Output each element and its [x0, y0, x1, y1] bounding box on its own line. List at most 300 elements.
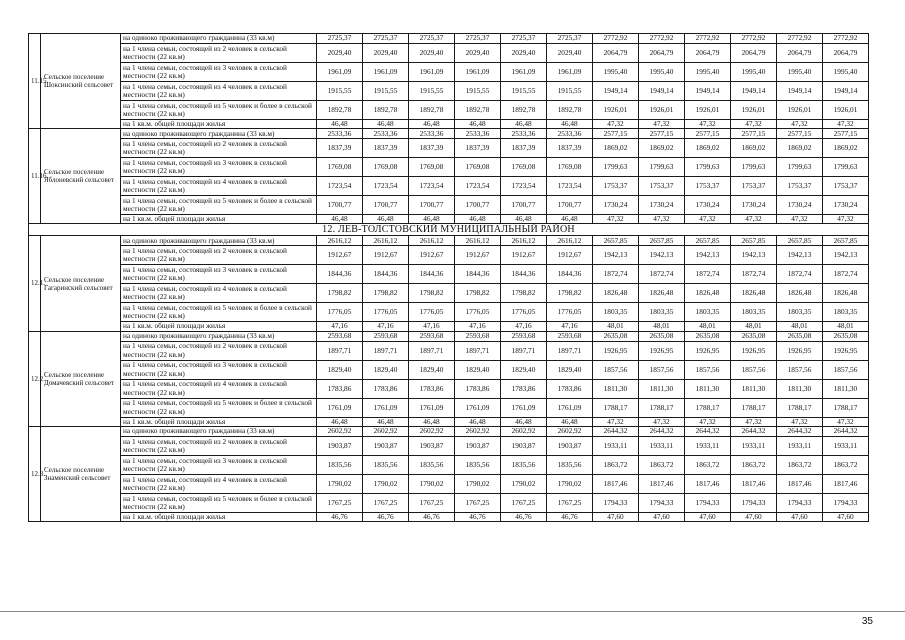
value-cell: 1776,05 — [409, 303, 455, 322]
value-cell: 2725,37 — [363, 34, 409, 44]
value-cell: 1767,25 — [501, 493, 547, 512]
value-cell: 1776,05 — [363, 303, 409, 322]
value-cell: 1933,11 — [639, 436, 685, 455]
value-cell: 1835,56 — [363, 455, 409, 474]
row-number-cell: 12.2. — [29, 331, 41, 426]
value-cell: 1753,37 — [731, 177, 777, 196]
value-cell: 1803,35 — [593, 303, 639, 322]
value-cell: 1844,36 — [547, 265, 593, 284]
table-row — [29, 436, 869, 455]
value-cell: 1761,09 — [363, 398, 409, 417]
value-cell: 1869,02 — [731, 139, 777, 158]
tariff-table-container — [28, 33, 864, 522]
table-row — [29, 63, 869, 82]
category-cell: на 1 члена семьи, состоящей из 3 человек в сельской местности (22 кв.м) — [121, 360, 317, 379]
value-cell: 1961,09 — [317, 63, 363, 82]
value-cell: 1949,14 — [685, 82, 731, 101]
value-cell: 1794,33 — [685, 493, 731, 512]
value-cell: 1844,36 — [363, 265, 409, 284]
category-cell: на 1 члена семьи, состоящей из 4 человек в сельской местности (22 кв.м) — [121, 379, 317, 398]
category-cell: на одиноко проживающего гражданина (33 кв.м) — [121, 236, 317, 246]
value-cell: 46,48 — [363, 417, 409, 426]
value-cell: 1915,55 — [317, 82, 363, 101]
value-cell: 2772,92 — [685, 34, 731, 44]
row-number-cell: 12.3. — [29, 426, 41, 521]
value-cell: 1769,08 — [455, 158, 501, 177]
value-cell: 1912,67 — [455, 246, 501, 265]
value-cell: 1761,09 — [317, 398, 363, 417]
value-cell: 47,32 — [593, 417, 639, 426]
value-cell: 1892,78 — [455, 101, 501, 120]
value-cell: 47,32 — [685, 120, 731, 129]
value-cell: 2533,36 — [409, 129, 455, 139]
value-cell: 1892,78 — [547, 101, 593, 120]
value-cell: 1897,71 — [455, 341, 501, 360]
value-cell: 1863,72 — [823, 455, 869, 474]
value-cell: 2577,15 — [731, 129, 777, 139]
value-cell: 2616,12 — [317, 236, 363, 246]
value-cell: 2644,32 — [593, 426, 639, 436]
value-cell: 2533,36 — [455, 129, 501, 139]
value-cell: 2725,37 — [501, 34, 547, 44]
value-cell: 1863,72 — [685, 455, 731, 474]
value-cell: 1723,54 — [501, 177, 547, 196]
category-cell: на 1 члена семьи, состоящей из 5 человек и более в сельской местности (22 кв.м) — [121, 398, 317, 417]
value-cell: 1798,82 — [317, 284, 363, 303]
value-cell: 1826,48 — [593, 284, 639, 303]
value-cell: 1761,09 — [501, 398, 547, 417]
value-cell: 2644,32 — [639, 426, 685, 436]
value-cell: 2064,79 — [639, 44, 685, 63]
value-cell: 1790,02 — [455, 474, 501, 493]
value-cell: 2602,92 — [455, 426, 501, 436]
value-cell: 1949,14 — [777, 82, 823, 101]
value-cell: 1829,40 — [501, 360, 547, 379]
value-cell: 46,48 — [317, 417, 363, 426]
value-cell: 2577,15 — [639, 129, 685, 139]
category-cell: на одиноко проживающего гражданина (33 кв.м) — [121, 331, 317, 341]
table-row — [29, 398, 869, 417]
value-cell: 2657,85 — [685, 236, 731, 246]
value-cell: 1788,17 — [593, 398, 639, 417]
value-cell: 2064,79 — [777, 44, 823, 63]
value-cell: 2029,40 — [363, 44, 409, 63]
value-cell: 1826,48 — [639, 284, 685, 303]
value-cell: 1912,67 — [409, 246, 455, 265]
value-cell: 1844,36 — [455, 265, 501, 284]
value-cell: 1788,17 — [685, 398, 731, 417]
value-cell: 1869,02 — [685, 139, 731, 158]
category-cell: на 1 кв.м. общей площади жилья — [121, 120, 317, 129]
value-cell: 1949,14 — [731, 82, 777, 101]
category-cell: на 1 кв.м. общей площади жилья — [121, 512, 317, 521]
value-cell: 1857,56 — [639, 360, 685, 379]
value-cell: 46,48 — [409, 120, 455, 129]
value-cell: 1837,39 — [409, 139, 455, 158]
value-cell: 2725,37 — [455, 34, 501, 44]
value-cell: 1798,82 — [501, 284, 547, 303]
value-cell: 1863,72 — [731, 455, 777, 474]
value-cell: 2602,92 — [501, 426, 547, 436]
category-cell: на одиноко проживающего гражданина (33 кв.м) — [121, 34, 317, 44]
value-cell: 1803,35 — [823, 303, 869, 322]
value-cell: 2772,92 — [593, 34, 639, 44]
value-cell: 48,01 — [823, 322, 869, 331]
value-cell: 1995,40 — [731, 63, 777, 82]
value-cell: 2533,36 — [501, 129, 547, 139]
value-cell: 1788,17 — [823, 398, 869, 417]
table-row — [29, 331, 869, 341]
value-cell: 1837,39 — [501, 139, 547, 158]
value-cell: 1829,40 — [317, 360, 363, 379]
value-cell: 47,32 — [777, 417, 823, 426]
value-cell: 47,16 — [455, 322, 501, 331]
value-cell: 46,48 — [547, 215, 593, 224]
value-cell: 1837,39 — [317, 139, 363, 158]
value-cell: 1903,87 — [455, 436, 501, 455]
value-cell: 2657,85 — [777, 236, 823, 246]
category-cell: на одиноко проживающего гражданина (33 кв.м) — [121, 426, 317, 436]
value-cell: 1857,56 — [777, 360, 823, 379]
value-cell: 1903,87 — [501, 436, 547, 455]
value-cell: 1700,77 — [455, 196, 501, 215]
value-cell: 2772,92 — [777, 34, 823, 44]
value-cell: 1961,09 — [455, 63, 501, 82]
value-cell: 1730,24 — [777, 196, 823, 215]
value-cell: 1892,78 — [409, 101, 455, 120]
value-cell: 1803,35 — [731, 303, 777, 322]
value-cell: 47,32 — [823, 120, 869, 129]
value-cell: 2616,12 — [409, 236, 455, 246]
value-cell: 47,16 — [363, 322, 409, 331]
value-cell: 1783,86 — [547, 379, 593, 398]
value-cell: 1995,40 — [685, 63, 731, 82]
value-cell: 1961,09 — [363, 63, 409, 82]
settlement-name-cell: Сельское поселение Яблоневский сельсовет — [41, 129, 121, 224]
value-cell: 1903,87 — [317, 436, 363, 455]
value-cell: 2657,85 — [593, 236, 639, 246]
value-cell: 1837,39 — [455, 139, 501, 158]
value-cell: 1826,48 — [777, 284, 823, 303]
table-row — [29, 303, 869, 322]
value-cell: 1857,56 — [731, 360, 777, 379]
value-cell: 2772,92 — [823, 34, 869, 44]
value-cell: 2725,37 — [409, 34, 455, 44]
value-cell: 2616,12 — [501, 236, 547, 246]
value-cell: 1835,56 — [547, 455, 593, 474]
value-cell: 47,32 — [777, 215, 823, 224]
value-cell: 2602,92 — [547, 426, 593, 436]
value-cell: 1730,24 — [731, 196, 777, 215]
table-row — [29, 129, 869, 139]
value-cell: 48,01 — [639, 322, 685, 331]
page-number: 35 — [861, 616, 873, 627]
value-cell: 1776,05 — [455, 303, 501, 322]
value-cell: 46,48 — [501, 215, 547, 224]
value-cell: 2577,15 — [823, 129, 869, 139]
value-cell: 47,60 — [593, 512, 639, 521]
value-cell: 1949,14 — [593, 82, 639, 101]
value-cell: 1844,36 — [317, 265, 363, 284]
value-cell: 1723,54 — [547, 177, 593, 196]
value-cell: 46,48 — [547, 120, 593, 129]
value-cell: 1942,13 — [593, 246, 639, 265]
value-cell: 1933,11 — [685, 436, 731, 455]
value-cell: 47,32 — [731, 215, 777, 224]
value-cell: 47,60 — [777, 512, 823, 521]
value-cell: 2635,08 — [685, 331, 731, 341]
value-cell: 1798,82 — [409, 284, 455, 303]
value-cell: 2533,36 — [363, 129, 409, 139]
category-cell: на 1 члена семьи, состоящей из 5 человек и более в сельской местности (22 кв.м) — [121, 493, 317, 512]
value-cell: 2602,92 — [409, 426, 455, 436]
value-cell: 47,16 — [501, 322, 547, 331]
value-cell: 1803,35 — [685, 303, 731, 322]
value-cell: 1811,30 — [777, 379, 823, 398]
table-row — [29, 215, 869, 224]
value-cell: 1783,86 — [317, 379, 363, 398]
value-cell: 1863,72 — [593, 455, 639, 474]
value-cell: 48,01 — [685, 322, 731, 331]
district-header-row — [29, 224, 869, 236]
value-cell: 46,48 — [455, 120, 501, 129]
value-cell: 1869,02 — [823, 139, 869, 158]
category-cell: на 1 члена семьи, состоящей из 5 человек и более в сельской местности (22 кв.м) — [121, 303, 317, 322]
district-title: 12. ЛЕВ-ТОЛСТОВСКИЙ МУНИЦИПАЛЬНЫЙ РАЙОН — [29, 224, 869, 236]
value-cell: 1794,33 — [777, 493, 823, 512]
value-cell: 1926,95 — [639, 341, 685, 360]
value-cell: 46,48 — [455, 417, 501, 426]
table-row — [29, 246, 869, 265]
value-cell: 1844,36 — [501, 265, 547, 284]
value-cell: 1872,74 — [685, 265, 731, 284]
value-cell: 1915,55 — [409, 82, 455, 101]
category-cell: на 1 члена семьи, состоящей из 3 человек в сельской местности (22 кв.м) — [121, 455, 317, 474]
value-cell: 2577,15 — [593, 129, 639, 139]
table-row — [29, 341, 869, 360]
value-cell: 1835,56 — [501, 455, 547, 474]
value-cell: 1949,14 — [639, 82, 685, 101]
value-cell: 1776,05 — [547, 303, 593, 322]
value-cell: 1872,74 — [639, 265, 685, 284]
table-row — [29, 284, 869, 303]
value-cell: 1897,71 — [363, 341, 409, 360]
value-cell: 47,32 — [685, 417, 731, 426]
row-number-cell: 11.16. — [29, 129, 41, 224]
value-cell: 1933,11 — [593, 436, 639, 455]
value-cell: 1783,86 — [455, 379, 501, 398]
value-cell: 1835,56 — [455, 455, 501, 474]
value-cell: 1811,30 — [823, 379, 869, 398]
table-row — [29, 139, 869, 158]
table-row — [29, 82, 869, 101]
value-cell: 1769,08 — [363, 158, 409, 177]
value-cell: 1926,95 — [593, 341, 639, 360]
value-cell: 2635,08 — [731, 331, 777, 341]
category-cell: на 1 члена семьи, состоящей из 5 человек и более в сельской местности (22 кв.м) — [121, 196, 317, 215]
value-cell: 46,76 — [363, 512, 409, 521]
value-cell: 1933,11 — [731, 436, 777, 455]
value-cell: 1844,36 — [409, 265, 455, 284]
value-cell: 46,76 — [455, 512, 501, 521]
value-cell: 1835,56 — [409, 455, 455, 474]
value-cell: 1761,09 — [455, 398, 501, 417]
value-cell: 47,32 — [823, 417, 869, 426]
table-row — [29, 426, 869, 436]
value-cell: 46,48 — [455, 215, 501, 224]
value-cell: 1869,02 — [593, 139, 639, 158]
value-cell: 1753,37 — [777, 177, 823, 196]
table-row — [29, 158, 869, 177]
value-cell: 1829,40 — [547, 360, 593, 379]
value-cell: 47,32 — [777, 120, 823, 129]
value-cell: 46,48 — [501, 417, 547, 426]
page-footer-rule — [0, 611, 905, 612]
value-cell: 2602,92 — [363, 426, 409, 436]
value-cell: 2533,36 — [317, 129, 363, 139]
value-cell: 1857,56 — [685, 360, 731, 379]
value-cell: 2772,92 — [731, 34, 777, 44]
table-row — [29, 34, 869, 44]
value-cell: 1767,25 — [455, 493, 501, 512]
value-cell: 1897,71 — [501, 341, 547, 360]
category-cell: на одиноко проживающего гражданина (33 кв.м) — [121, 129, 317, 139]
value-cell: 47,32 — [639, 215, 685, 224]
value-cell: 1730,24 — [685, 196, 731, 215]
value-cell: 1790,02 — [501, 474, 547, 493]
value-cell: 1767,25 — [547, 493, 593, 512]
value-cell: 1799,63 — [685, 158, 731, 177]
value-cell: 1769,08 — [409, 158, 455, 177]
value-cell: 1769,08 — [547, 158, 593, 177]
value-cell: 2593,68 — [409, 331, 455, 341]
value-cell: 1753,37 — [685, 177, 731, 196]
value-cell: 2593,68 — [363, 331, 409, 341]
value-cell: 2593,68 — [455, 331, 501, 341]
value-cell: 1872,74 — [823, 265, 869, 284]
category-cell: на 1 члена семьи, состоящей из 4 человек в сельской местности (22 кв.м) — [121, 177, 317, 196]
value-cell: 1730,24 — [823, 196, 869, 215]
value-cell: 2644,32 — [777, 426, 823, 436]
table-row — [29, 322, 869, 331]
value-cell: 1788,17 — [777, 398, 823, 417]
table-row — [29, 177, 869, 196]
value-cell: 1794,33 — [731, 493, 777, 512]
value-cell: 47,60 — [823, 512, 869, 521]
value-cell: 1869,02 — [777, 139, 823, 158]
category-cell: на 1 члена семьи, состоящей из 2 человек в сельской местности (22 кв.м) — [121, 341, 317, 360]
value-cell: 1767,25 — [317, 493, 363, 512]
value-cell: 1926,01 — [823, 101, 869, 120]
value-cell: 47,60 — [731, 512, 777, 521]
value-cell: 1817,46 — [639, 474, 685, 493]
value-cell: 1961,09 — [501, 63, 547, 82]
row-number-cell: 11.15. — [29, 34, 41, 129]
tariff-table — [28, 33, 869, 522]
value-cell: 1798,82 — [455, 284, 501, 303]
value-cell: 46,48 — [409, 215, 455, 224]
table-row — [29, 474, 869, 493]
category-cell: на 1 кв.м. общей площади жилья — [121, 215, 317, 224]
value-cell: 1767,25 — [363, 493, 409, 512]
value-cell: 1769,08 — [501, 158, 547, 177]
value-cell: 1811,30 — [731, 379, 777, 398]
value-cell: 2029,40 — [409, 44, 455, 63]
value-cell: 47,32 — [731, 417, 777, 426]
table-row — [29, 236, 869, 246]
value-cell: 1700,77 — [409, 196, 455, 215]
value-cell: 47,16 — [547, 322, 593, 331]
value-cell: 1723,54 — [409, 177, 455, 196]
value-cell: 2577,15 — [685, 129, 731, 139]
category-cell: на 1 члена семьи, состоящей из 2 человек в сельской местности (22 кв.м) — [121, 139, 317, 158]
value-cell: 2064,79 — [593, 44, 639, 63]
value-cell: 46,76 — [547, 512, 593, 521]
value-cell: 1995,40 — [777, 63, 823, 82]
value-cell: 1926,95 — [731, 341, 777, 360]
value-cell: 2657,85 — [823, 236, 869, 246]
value-cell: 1995,40 — [593, 63, 639, 82]
row-number-cell: 12.1. — [29, 236, 41, 331]
value-cell: 47,60 — [639, 512, 685, 521]
table-row — [29, 417, 869, 426]
value-cell: 1790,02 — [363, 474, 409, 493]
value-cell: 1926,01 — [731, 101, 777, 120]
value-cell: 1798,82 — [547, 284, 593, 303]
category-cell: на 1 кв.м. общей площади жилья — [121, 417, 317, 426]
value-cell: 1961,09 — [409, 63, 455, 82]
value-cell: 1753,37 — [823, 177, 869, 196]
value-cell: 1723,54 — [317, 177, 363, 196]
value-cell: 2593,68 — [501, 331, 547, 341]
value-cell: 1892,78 — [363, 101, 409, 120]
value-cell: 1783,86 — [363, 379, 409, 398]
value-cell: 1799,63 — [777, 158, 823, 177]
value-cell: 46,48 — [547, 417, 593, 426]
value-cell: 1811,30 — [593, 379, 639, 398]
value-cell: 46,76 — [409, 512, 455, 521]
value-cell: 2029,40 — [547, 44, 593, 63]
value-cell: 2635,08 — [777, 331, 823, 341]
value-cell: 1912,67 — [317, 246, 363, 265]
value-cell: 1942,13 — [823, 246, 869, 265]
value-cell: 1811,30 — [639, 379, 685, 398]
value-cell: 1776,05 — [317, 303, 363, 322]
value-cell: 1730,24 — [639, 196, 685, 215]
value-cell: 46,76 — [501, 512, 547, 521]
table-row — [29, 360, 869, 379]
value-cell: 1817,46 — [685, 474, 731, 493]
table-row — [29, 512, 869, 521]
value-cell: 2657,85 — [731, 236, 777, 246]
value-cell: 1915,55 — [501, 82, 547, 101]
value-cell: 48,01 — [731, 322, 777, 331]
value-cell: 2593,68 — [547, 331, 593, 341]
value-cell: 1811,30 — [685, 379, 731, 398]
value-cell: 1912,67 — [501, 246, 547, 265]
value-cell: 1903,87 — [363, 436, 409, 455]
value-cell: 1892,78 — [501, 101, 547, 120]
value-cell: 1817,46 — [593, 474, 639, 493]
value-cell: 1829,40 — [455, 360, 501, 379]
value-cell: 1926,95 — [823, 341, 869, 360]
value-cell: 1949,14 — [823, 82, 869, 101]
category-cell: на 1 члена семьи, состоящей из 3 человек в сельской местности (22 кв.м) — [121, 63, 317, 82]
value-cell: 2616,12 — [455, 236, 501, 246]
value-cell: 2064,79 — [731, 44, 777, 63]
value-cell: 1826,48 — [731, 284, 777, 303]
value-cell: 1769,08 — [317, 158, 363, 177]
